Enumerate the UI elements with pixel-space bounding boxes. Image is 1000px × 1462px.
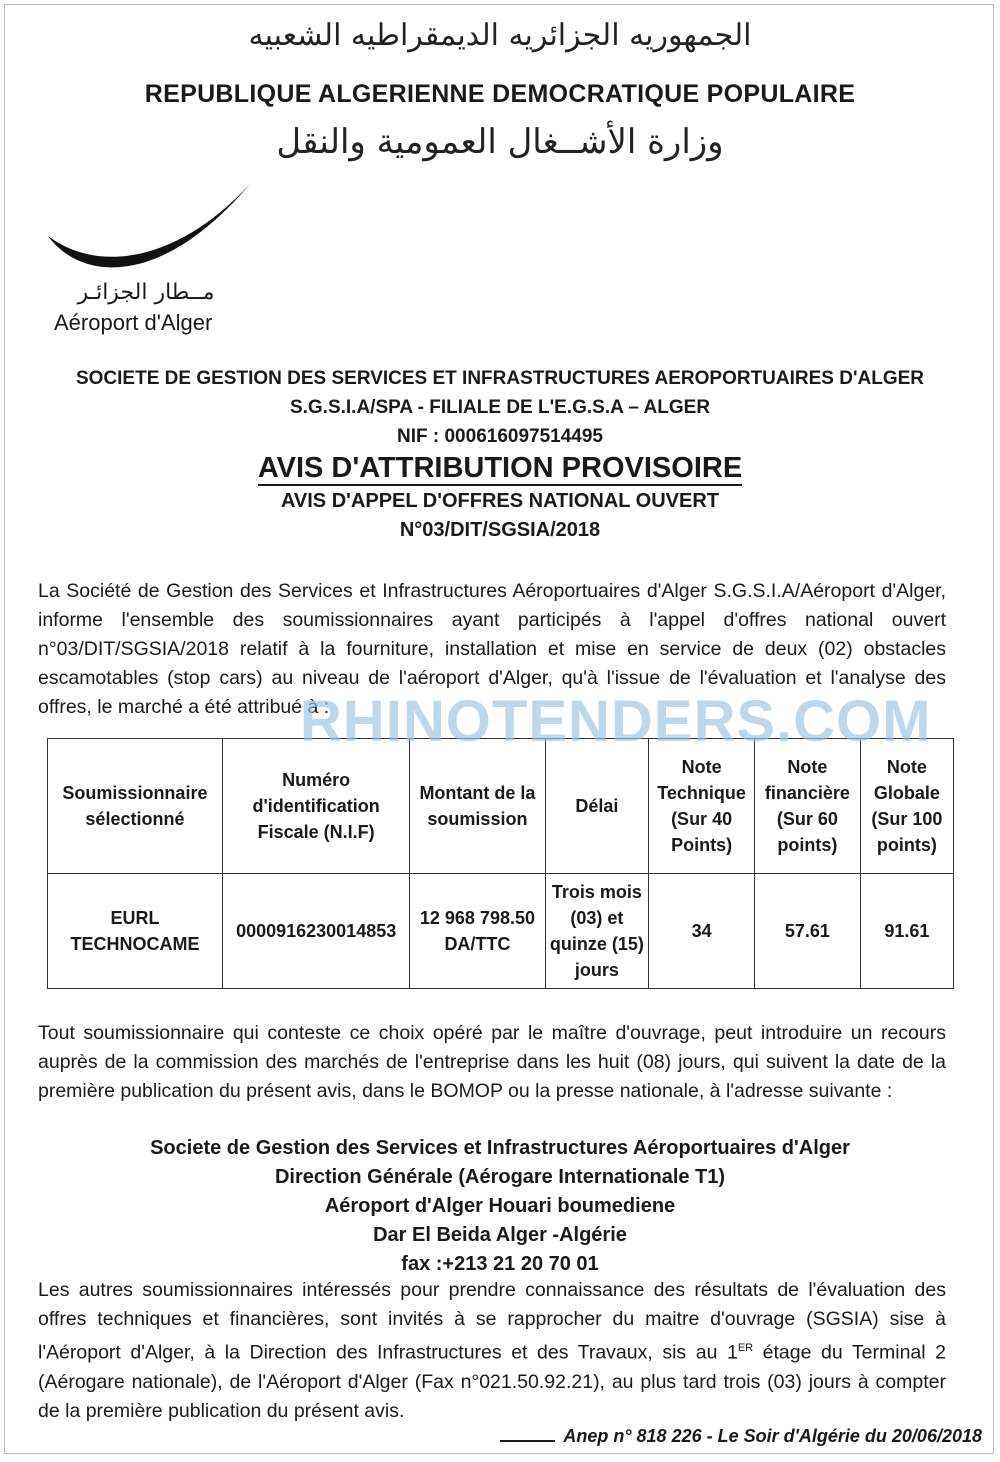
arabic-ministry-title: وزارة الأشــغال العمومية والنقل: [276, 122, 724, 162]
publication-footer: Anep n° 818 226 - Le Soir d'Algérie du 20/06/2018: [555, 1426, 982, 1447]
cell-amount: 12 968 798.50 DA/TTC: [410, 874, 545, 989]
logo-arabic-text: مــطار الجزائـر: [77, 280, 215, 305]
header-tech-score: Note Technique (Sur 40 Points): [649, 739, 755, 874]
address-line: Societe de Gestion des Services et Infrastructures Aéroportuaires d'Alger: [150, 1137, 850, 1159]
logo-french-text: Aéroport d'Alger: [54, 310, 213, 335]
watermark-text: RHINOTENDERS.COM: [300, 689, 932, 754]
arabic-republic-title: الجمهوريه الجزائريه الديمقراطيه الشعبيه: [248, 18, 752, 53]
recourse-paragraph: Tout soumissionnaire qui conteste ce choix opéré par le maître d'ouvrage, peut introduire un recours auprès de la commission des marchés de l'entreprise dans les huit (08) jours, qui suivent la date de la première publication du présent avis, dans le BOMOP ou la presse nationale, à l'adresse suivante :: [38, 1022, 946, 1102]
subsidiary-line: S.G.S.I.A/SPA - FILIALE DE L'E.G.S.A – ALGER: [289, 397, 711, 418]
header-delay: Délai: [545, 739, 649, 874]
nif-line: NIF : 000616097514495: [397, 426, 603, 447]
closing-paragraph: Les autres soumissionnaires intéressés pour prendre connaissance des résultats de l'évaluation des offres techniques et financières, sont invités à se rapprocher du maitre d'ouvrage (SGSIA) sise à l'Aéroport d'Alger, à la Direction des Infrastructures et des Travaux, sis au 1ER étage du Terminal 2 (Aérogare nationale), de l'Aéroport d'Alger (Fax n°021.50.92.21), au plus tard trois (03) jours à compter de la première publication du présent avis.: [38, 1279, 946, 1422]
address-line: fax :+213 21 20 70 01: [401, 1253, 599, 1275]
cell-delay: Trois mois (03) et quinze (15) jours: [545, 874, 649, 989]
notice-title: AVIS D'ATTRIBUTION PROVISOIRE: [257, 452, 743, 484]
header-fin-score: Note financière (Sur 60 points): [754, 739, 860, 874]
header-amount: Montant de la soumission: [410, 739, 545, 874]
cell-global-score: 91.61: [860, 874, 953, 989]
address-line: Aéroport d'Alger Houari boumediene: [324, 1195, 676, 1217]
company-name: SOCIETE DE GESTION DES SERVICES ET INFRASTRUCTURES AEROPORTUAIRES D'ALGER: [75, 368, 924, 389]
header-bidder: Soumissionnaire sélectionné: [48, 739, 223, 874]
french-republic-title: REPUBLIQUE ALGERIENNE DEMOCRATIQUE POPULAIRE: [144, 80, 856, 108]
table-header-row: [48, 739, 954, 874]
address-line: Dar El Beida Alger -Algérie: [373, 1224, 627, 1246]
notice-subtitle: AVIS D'APPEL D'OFFRES NATIONAL OUVERT: [280, 490, 720, 512]
cell-tech-score: 34: [649, 874, 755, 989]
award-table: [47, 738, 954, 989]
header-nif: Numéro d'identification Fiscale (N.I.F): [222, 739, 409, 874]
notice-reference: N°03/DIT/SGSIA/2018: [399, 519, 601, 541]
address-line: Direction Générale (Aérogare Internationale T1): [274, 1166, 726, 1188]
cell-bidder: EURL TECHNOCAME: [48, 874, 223, 989]
cell-fin-score: 57.61: [754, 874, 860, 989]
cell-nif: 0000916230014853: [222, 874, 409, 989]
header-global-score: Note Globale (Sur 100 points): [860, 739, 953, 874]
intro-paragraph: La Société de Gestion des Services et Infrastructures Aéroportuaires d'Alger S.G.S.I.A/Aéroport d'Alger, informe l'ensemble des soumissionnaires ayant participés à l'appel d'offres national ouvert n°03/DIT/SGSIA/2018 relatif à la fourniture, installation et mise en service de deux (02) obstacles escamotables (stop cars) au niveau de l'aéroport d'Alger, qu'à l'issue de l'évaluation et l'analyse des offres, le marché a été attribué à :: [38, 580, 946, 718]
closing-superscript: ER: [737, 1342, 754, 1354]
address-block: [0, 1134, 1000, 1279]
table-row: [48, 874, 954, 989]
